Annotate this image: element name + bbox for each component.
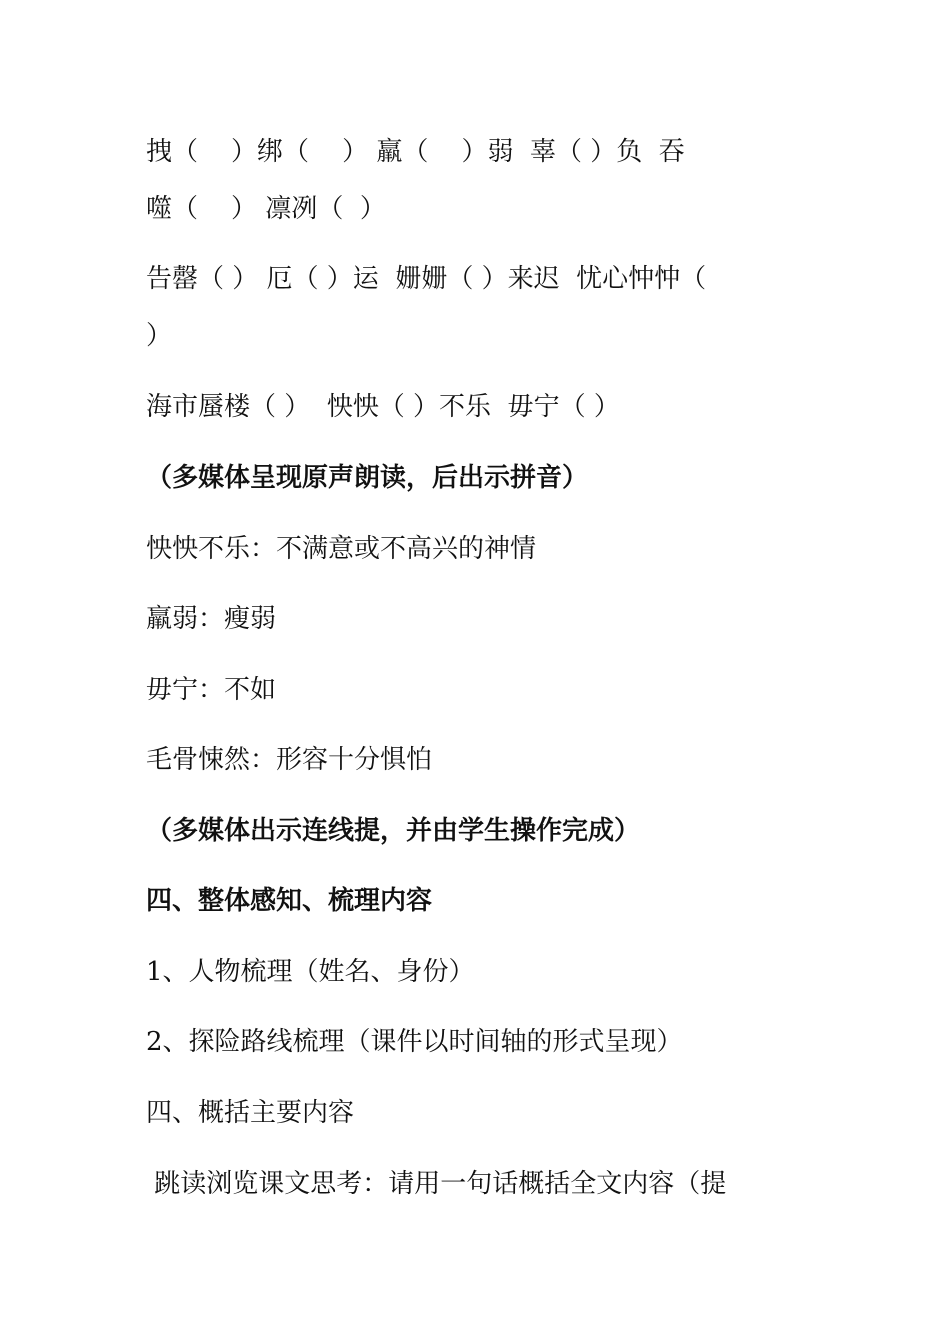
list-item-route: 2、探险路线梳理（课件以时间轴的形式呈现） (146, 1027, 683, 1057)
word-definition-wuning: 毋宁：不如 (146, 675, 277, 705)
multimedia-note-reading: （多媒体呈现原声朗读，后出示拼音） (146, 463, 589, 493)
pinyin-exercise-line-5: 海市蜃楼（ ） 怏怏（ ）不乐 毋宁（ ） (146, 392, 620, 422)
pinyin-exercise-line-3: 告罄（ ） 厄（ ）运 姗姗（ ）来迟 忧心忡忡（ (146, 264, 707, 294)
word-definition-maogusongran: 毛骨悚然：形容十分惧怕 (146, 745, 433, 775)
pinyin-exercise-line-2: 噬（ ） 凛冽（ ） (146, 194, 386, 224)
section-heading-overview: 四、整体感知、梳理内容 (146, 886, 433, 916)
list-item-characters: 1、人物梳理（姓名、身份） (146, 957, 475, 987)
word-definition-leiruo: 羸弱：瘦弱 (146, 604, 277, 634)
paragraph-skim-reading: 跳读浏览课文思考：请用一句话概括全文内容（提 (146, 1169, 727, 1199)
multimedia-note-matching: （多媒体出示连线提，并由学生操作完成） (146, 816, 641, 846)
pinyin-exercise-line-4: ） (146, 321, 173, 351)
section-heading-summary: 四、概括主要内容 (146, 1098, 355, 1128)
word-definition-yangyang: 怏怏不乐：不满意或不高兴的神情 (146, 534, 537, 564)
pinyin-exercise-line-1: 拽（ ）绑（ ） 羸（ ）弱 辜（ ）负 吞 (146, 137, 685, 167)
